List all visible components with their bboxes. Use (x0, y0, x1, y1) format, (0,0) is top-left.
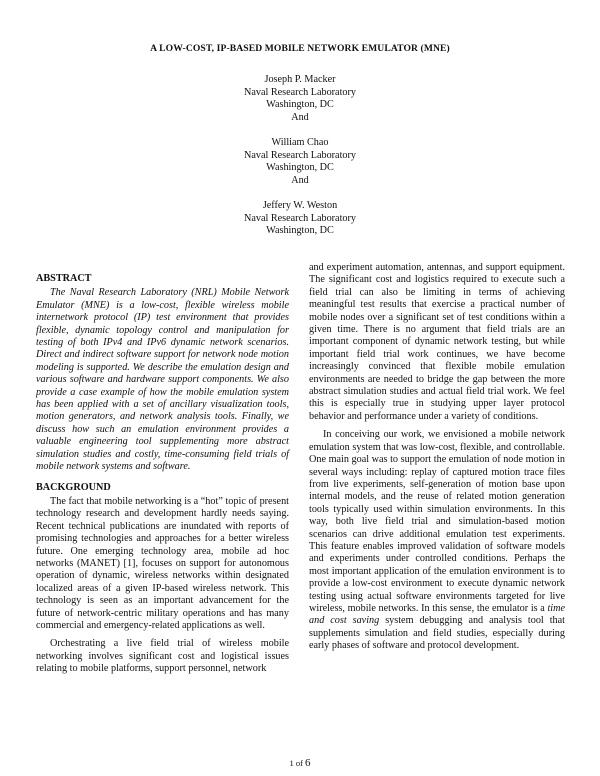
body-paragraph: and experiment automation, antennas, and support equipment. The significant cost and logistics required to execute such a field trial can also be limiting in terms of achieving meaningful test results that exercise a practical number of mobile nodes over a significant set of test conditions within a given time. There is no argument that field trials are an important component of dynamic network testing, but while important field trial work continues, we have become increasingly convinced that flexible mobile emulation environments are needed to bridge the gap between the more abstract simulation studies and actual field trial work. We feel this is especially true in studying upper layer protocol behavior and performance under a variety of conditions. (309, 262, 565, 422)
body-text: system debugging and analysis tool that supplements simulation and field studies, especially during early phases of software and protocol development. (309, 615, 565, 652)
paper-title: A LOW-COST, IP-BASED MOBILE NETWORK EMULATOR (MNE) (150, 43, 450, 54)
abstract-heading: ABSTRACT (36, 273, 92, 284)
author-org: Naval Research Laboratory (243, 86, 356, 98)
author-block (0, 74, 600, 124)
author-name: Jeffery W. Weston (262, 199, 338, 211)
author-location: Washington, DC (266, 162, 334, 174)
author-separator: And (291, 174, 309, 186)
author-block (0, 137, 600, 187)
left-column (36, 273, 289, 676)
background-paragraph: The fact that mobile networking is a “hot” topic of present technology research and development hardly needs saying. Recent technical publications are inundated with reports of promising technologies and approaches for a better wireless future. One emerging technology area, mobile ad hoc networks (MANET) [1], focuses on support for autonomous operation of dynamic, wireless networks within designated localized areas of a given IP-based wireless network. This technology is seen as an important advancement for the future of network-centric military operations and has many commercial and emergency-related applications as well. (36, 495, 289, 631)
background-section (36, 482, 289, 676)
author-list (0, 74, 600, 238)
author-location: Washington, DC (266, 99, 334, 111)
page-number-total: 6 (305, 757, 311, 769)
background-paragraph: Orchestrating a live field trial of wireless mobile networking involves significant cost and logistical issues relating to mobile platforms, support personnel, network (36, 638, 289, 675)
author-name: William Chao (271, 136, 329, 148)
body-text: In conceiving our work, we envisioned a mobile network emulation system that was low-cost, flexible, and controllable. One main goal was to support the emulation of node motion in several ways including: replay of captured motion trace files from live experiments, self-generation of motion base upon internal models, and the reuse of related motion generation tools typically used within simulation environments. In this way, both live field trial and simulation-based motion scenarios can drive additional emulation test experiments. This feature enables improved validation of software models and experiments under controlled conditions. Perhaps the most important application of the emulation environment is to provide a low-cost environment to execute dynamic network testing using actual software environments targeted for live wireless, mobile networks. In this sense, the emulator is a (309, 429, 565, 614)
abstract-text: The Naval Research Laboratory (NRL) Mobile Network Emulator (MNE) is a low-cost, flexible wireless mobile internetwork protocol (IP) test environment that provides flexible, dynamic topology control and manipulation for testing of both IPv4 and IPv6 dynamic network scenarios. Direct and indirect software support for network node motion modeling is supported. We describe the emulation design and various software and hardware support components. We also provide a case example of how the mobile emulation system has been applied with a set of ancillary visualization tools, motion generators, and network analysis tools. Finally, we discuss how such an emulation environment provides a valuable engineering tool supplementing more abstract simulation studies and costly, time-consuming field trials of mobile network systems and software. (36, 287, 289, 473)
author-location: Washington, DC (266, 225, 334, 237)
right-column (309, 262, 565, 653)
page-number-prefix: 1 of (289, 758, 303, 768)
abstract-section (36, 273, 289, 474)
background-heading: BACKGROUND (36, 481, 111, 493)
author-separator: And (291, 111, 309, 123)
page-number (0, 757, 600, 769)
emphasis-text: time and cost saving (309, 602, 565, 627)
body-paragraph (309, 429, 565, 652)
author-org: Naval Research Laboratory (243, 149, 356, 161)
author-org: Naval Research Laboratory (243, 212, 356, 224)
author-name: Joseph P. Macker (264, 74, 336, 85)
author-block (0, 200, 600, 238)
